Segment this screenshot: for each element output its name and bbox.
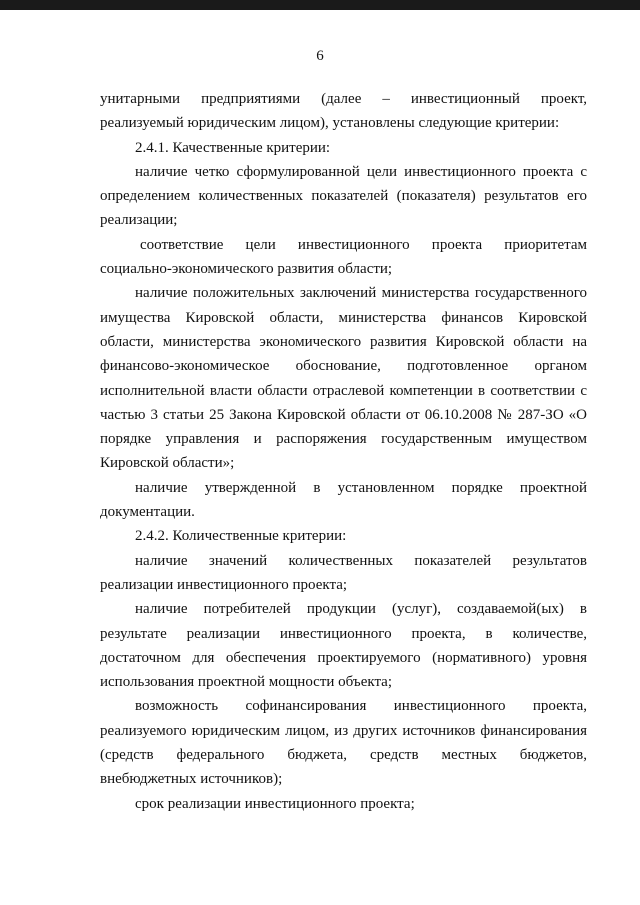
criterion-clear-goal: наличие четко сформулированной цели инвестиционного проекта с определением количественных показателей (показателя) результатов его реализации; (100, 163, 587, 229)
page-number: 6 (316, 48, 324, 64)
criterion-implementation-term: срок реализации инвестиционного проекта; (135, 795, 415, 812)
criterion-consumers: наличие потребителей продукции (услуг), создаваемой(ых) в результате реализации инвестиционного проекта, в количестве, достаточном для обеспечения проектируемого (нормативного) уровня использования проектной мощности объекта; (100, 601, 587, 691)
criterion-positive-conclusions: наличие положительных заключений министерства государственного имущества Кировской области, министерства финансов Кировской области, министерства экономического развития Кировской области на финансово-экономическое обоснование, подготовленное органом исполнительной власти области отраслевой компетенции в соответствии с частью 3 статьи 25 Закона Кировской области от 06.10.2008 № 287-ЗО «О порядке управления и распоряжения государственным имуществом Кировской области»; (100, 285, 587, 472)
section-heading-qualitative-criteria: 2.4.1. Качественные критерии: (135, 139, 331, 156)
criterion-indicator-values: наличие значений количественных показателей результатов реализации инвестиционного проекта; (100, 552, 587, 593)
criterion-cofinancing: возможность софинансирования инвестиционного проекта, реализуемого юридическим лицом, из других источников финансирования (средств федерального бюджета, средств местных бюджетов, внебюджетных источников); (100, 698, 587, 788)
top-border (0, 0, 640, 10)
paragraph-intro-continuation: унитарными предприятиями (далее – инвестиционный проект, реализуемый юридическим лицом), установлены следующие критерии: (100, 91, 587, 132)
section-heading-quantitative-criteria: 2.4.2. Количественные критерии: (135, 528, 347, 545)
criterion-priority-alignment: соответствие цели инвестиционного проекта приоритетам социально-экономического развития области; (100, 236, 587, 278)
criterion-project-documentation: наличие утвержденной в установленном порядке проектной документации. (100, 479, 587, 521)
document-body (100, 87, 587, 816)
